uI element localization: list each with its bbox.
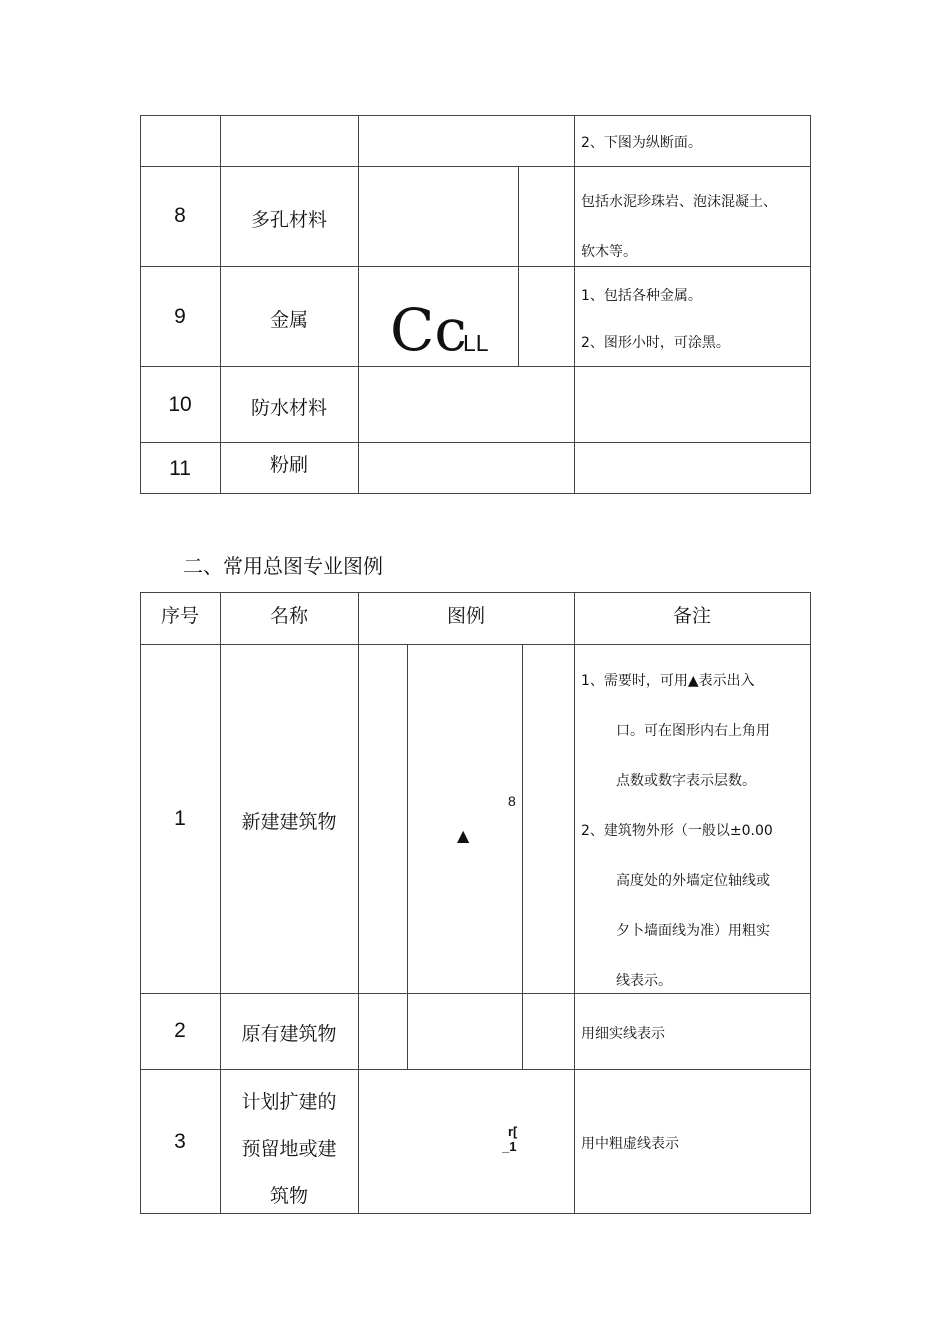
row-number: 1 [174,807,186,830]
note-text: 1、包括各种金属。 [581,288,702,304]
material-name: 金属 [269,309,308,331]
note-text: 包括水泥珍珠岩、泡沫混凝土、 [581,194,777,210]
row-number: 3 [174,1130,186,1153]
material-name: 粉刷 [269,454,308,476]
table-line [140,266,811,267]
table-line [140,166,811,167]
reserved-land-symbol-top: r[ [508,1124,518,1139]
note-text: 用细实线表示 [581,1026,665,1042]
table-line [358,115,359,494]
table-line [140,592,811,593]
table-line [407,644,408,1069]
table-line [140,1069,811,1070]
table-line [518,166,519,366]
row-number: 10 [168,393,192,416]
section-title: 二、常用总图专业图例 [183,554,383,578]
floor-count-number: 8 [508,793,516,809]
row-number: 8 [174,204,186,227]
note-text: 2、图形小时，可涂黑。 [581,335,730,351]
table-line [522,644,523,1069]
note-text: 夕卜墙面线为准）用粗实 [616,923,770,939]
header-cell: 名称 [269,605,308,627]
table-line [140,993,811,994]
table-line [140,115,811,116]
legend-name: 新建建筑物 [241,811,337,833]
table-line [140,366,811,367]
note-text: 高度处的外墙定位轴线或 [616,873,770,889]
note-text: 点数或数字表示层数。 [616,773,756,789]
note-text: 口。可在图形内右上角用 [616,723,770,739]
row-number: 9 [174,305,186,328]
note-text: 用中粗虚线表示 [581,1136,679,1152]
table-line [140,493,811,494]
legend-name-line: 筑物 [269,1185,308,1207]
material-name: 防水材料 [250,397,327,419]
note-text: 软木等。 [581,244,637,260]
header-cell: 序号 [160,605,199,627]
table-line [358,592,359,1214]
note-text: 2、建筑物外形（一般以±0.00 [581,823,773,839]
entrance-triangle-icon: ▲ [457,826,470,845]
legend-name-line: 预留地或建 [241,1138,337,1160]
metal-symbol-suffix: LL [463,330,489,356]
note-text: 2、下图为纵断面。 [581,135,702,151]
table-line [140,592,141,1214]
table-line [574,115,575,494]
table-line [140,644,811,645]
note-text: 线表示。 [616,973,672,989]
material-name: 多孔材料 [250,209,327,231]
header-cell: 备注 [672,605,711,627]
table-line [574,592,575,1214]
row-number: 2 [174,1019,186,1042]
table-line [220,592,221,1214]
header-cell: 图例 [446,605,485,627]
table-line [140,442,811,443]
table-line [810,115,811,494]
table-line [810,592,811,1214]
metal-symbol: Cc [390,296,467,364]
reserved-land-symbol-bottom: _1 [502,1139,517,1154]
legend-name: 原有建筑物 [241,1023,337,1045]
table-line [140,1213,811,1214]
note-text: 1、需要时，可用▲表示出入 [581,673,755,689]
row-number: 11 [169,457,191,480]
legend-name-line: 计划扩建的 [241,1091,337,1113]
